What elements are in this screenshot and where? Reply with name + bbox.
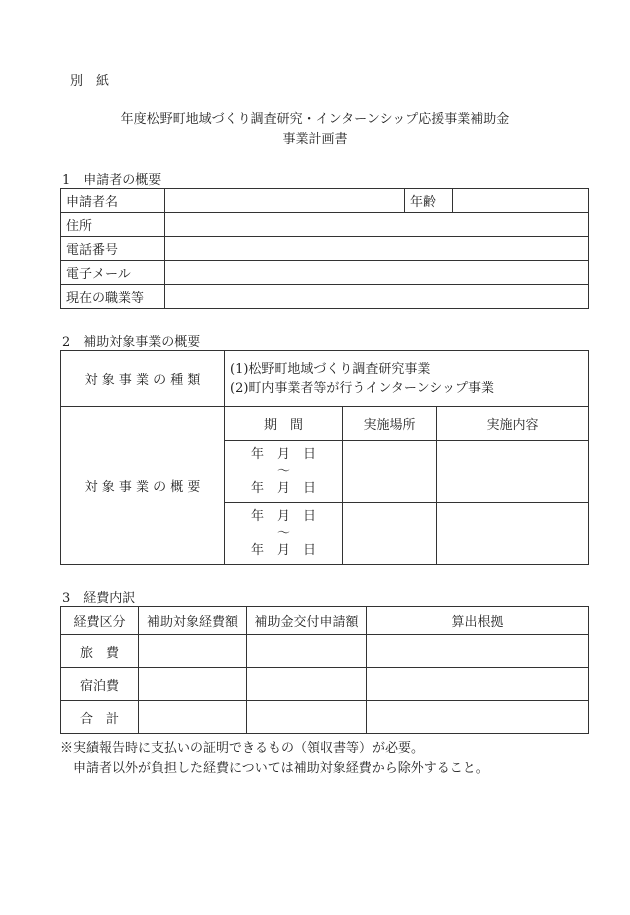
project-type-options: [225, 351, 589, 407]
travel-basis-field[interactable]: [367, 635, 589, 668]
total-eligible-field[interactable]: [139, 701, 247, 734]
total-label: 合 計: [61, 701, 139, 734]
applicant-name-label: 申請者名: [61, 189, 165, 213]
lodging-eligible-field[interactable]: [139, 668, 247, 701]
content-cell-1[interactable]: [437, 441, 589, 503]
project-type-option-2[interactable]: (2)町内事業者等が行うインターンシップ事業: [230, 380, 495, 396]
travel-expense-label: 旅 費: [61, 635, 139, 668]
total-basis-field[interactable]: [367, 701, 589, 734]
section1-heading: 1 申請者の概要: [62, 173, 162, 188]
project-type-option-1[interactable]: (1)松野町地域づくり調査研究事業: [230, 361, 431, 377]
total-requested-field[interactable]: [247, 701, 367, 734]
section3-heading: 3 経費内訳: [62, 591, 136, 606]
note-receipt-required: ※実績報告時に支払いの証明できるもの（領収書等）が必要。: [60, 741, 425, 756]
expense-breakdown-table: [60, 606, 589, 734]
period-cell-1[interactable]: [225, 441, 343, 503]
note-exclude-others: 申請者以外が負担した経費については補助対象経費から除外すること。: [60, 761, 489, 776]
phone-label: 電話番号: [61, 237, 165, 261]
requested-amount-header: 補助金交付申請額: [247, 607, 367, 635]
lodging-basis-field[interactable]: [367, 668, 589, 701]
eligible-expense-header: 補助対象経費額: [139, 607, 247, 635]
period-start-date: 年 月 日: [250, 509, 316, 524]
period-cell-2[interactable]: [225, 503, 343, 565]
age-field[interactable]: [453, 189, 589, 213]
applicant-overview-table: [60, 188, 589, 309]
calculation-basis-header: 算出根拠: [367, 607, 589, 635]
address-label: 住所: [61, 213, 165, 237]
lodging-expense-label: 宿泊費: [61, 668, 139, 701]
travel-eligible-field[interactable]: [139, 635, 247, 668]
content-header: 実施内容: [437, 407, 589, 441]
period-end-date: 年 月 日: [250, 481, 316, 496]
content-cell-2[interactable]: [437, 503, 589, 565]
attachment-label: 別 紙: [70, 74, 110, 89]
occupation-field[interactable]: [165, 285, 589, 309]
project-overview-table: [60, 350, 589, 565]
section2-heading: 2 補助対象事業の概要: [62, 335, 201, 350]
location-cell-2[interactable]: [343, 503, 437, 565]
occupation-label: 現在の職業等: [61, 285, 165, 309]
period-range-tilde: 〜: [276, 464, 290, 479]
lodging-requested-field[interactable]: [247, 668, 367, 701]
document-title-line2: 事業計画書: [282, 132, 348, 147]
email-field[interactable]: [165, 261, 589, 285]
period-header: 期 間: [225, 407, 343, 441]
address-field[interactable]: [165, 213, 589, 237]
project-type-label: 対 象 事 業 の 種 類: [61, 351, 225, 407]
applicant-name-field[interactable]: [165, 189, 405, 213]
location-cell-1[interactable]: [343, 441, 437, 503]
phone-field[interactable]: [165, 237, 589, 261]
age-label: 年齢: [405, 189, 453, 213]
period-start-date: 年 月 日: [250, 447, 316, 462]
document-title-line1: 年度松野町地域づくり調査研究・インターンシップ応援事業補助金: [120, 112, 510, 127]
travel-requested-field[interactable]: [247, 635, 367, 668]
period-range-tilde: 〜: [276, 526, 290, 541]
period-end-date: 年 月 日: [250, 543, 316, 558]
expense-category-header: 経費区分: [61, 607, 139, 635]
project-overview-label: 対 象 事 業 の 概 要: [61, 407, 225, 565]
email-label: 電子メール: [61, 261, 165, 285]
location-header: 実施場所: [343, 407, 437, 441]
